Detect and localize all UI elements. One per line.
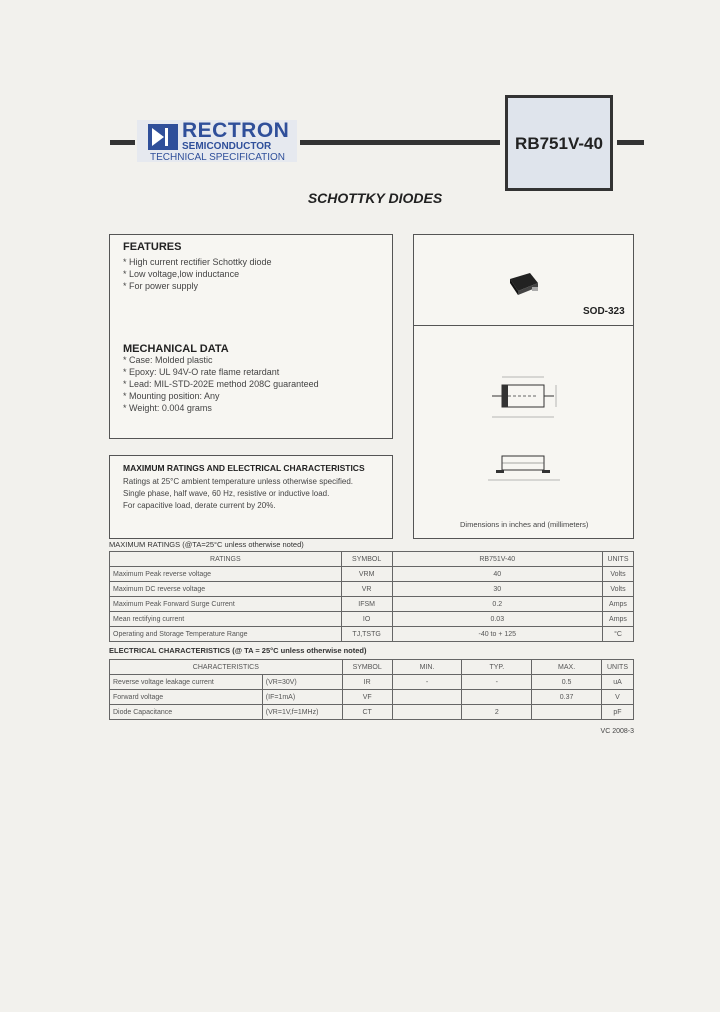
table-cell: 0.5 bbox=[532, 675, 602, 690]
outline-drawing-top bbox=[472, 375, 582, 440]
package-photo bbox=[506, 269, 542, 302]
document-title: SCHOTTKY DIODES bbox=[307, 190, 443, 206]
mechanical-heading: MECHANICAL DATA bbox=[123, 343, 229, 355]
table-row bbox=[110, 567, 634, 582]
table-cell: Maximum DC reverse voltage bbox=[110, 582, 342, 597]
column-header: MIN. bbox=[392, 660, 462, 675]
mechanical-item: * Epoxy: UL 94V-O rate flame retardant bbox=[123, 367, 280, 377]
ratings-note: Ratings at 25°C ambient temperature unless otherwise specified. bbox=[123, 477, 353, 486]
part-number-box bbox=[505, 95, 613, 191]
table-cell: Mean rectifying current bbox=[110, 612, 342, 627]
features-heading: FEATURES bbox=[123, 241, 182, 253]
ratings-note: Single phase, half wave, 60 Hz, resistive or inductive load. bbox=[123, 489, 330, 498]
table-cell: IR bbox=[342, 675, 392, 690]
table-cell: (IF=1mA) bbox=[262, 690, 342, 705]
table-cell: 2 bbox=[462, 705, 532, 720]
table-cell: uA bbox=[601, 675, 633, 690]
table-cell: Amps bbox=[602, 612, 633, 627]
table-row bbox=[110, 705, 634, 720]
column-header: TYP. bbox=[462, 660, 532, 675]
table-row bbox=[110, 582, 634, 597]
table-cell: Diode Capacitance bbox=[110, 705, 263, 720]
table-cell bbox=[462, 690, 532, 705]
brand-name: RECTRON bbox=[182, 119, 290, 142]
table-cell: (VR=30V) bbox=[262, 675, 342, 690]
table-cell: Volts bbox=[602, 567, 633, 582]
table-cell: V bbox=[601, 690, 633, 705]
table-row bbox=[110, 690, 634, 705]
table-cell: Volts bbox=[602, 582, 633, 597]
mechanical-item: * Weight: 0.004 grams bbox=[123, 403, 212, 413]
table-row bbox=[110, 612, 634, 627]
table-cell: Amps bbox=[602, 597, 633, 612]
table-cell: 0.2 bbox=[392, 597, 602, 612]
column-header: RB751V-40 bbox=[392, 552, 602, 567]
table-cell: Maximum Peak Forward Surge Current bbox=[110, 597, 342, 612]
feature-item: * High current rectifier Schottky diode bbox=[123, 257, 272, 267]
electrical-table bbox=[109, 659, 634, 720]
table-cell: Reverse voltage leakage current bbox=[110, 675, 263, 690]
table-header-row bbox=[110, 552, 634, 567]
table-cell bbox=[532, 705, 602, 720]
table-cell: IFSM bbox=[341, 597, 392, 612]
table-cell bbox=[392, 705, 462, 720]
mechanical-item: * Case: Molded plastic bbox=[123, 355, 213, 365]
part-number: RB751V-40 bbox=[515, 134, 603, 153]
table-row bbox=[110, 627, 634, 642]
package-box bbox=[413, 234, 634, 539]
table-header-row bbox=[110, 660, 634, 675]
ratings-heading: MAXIMUM RATINGS AND ELECTRICAL CHARACTERISTICS bbox=[123, 463, 365, 473]
table-row bbox=[110, 675, 634, 690]
feature-item: * Low voltage,low inductance bbox=[123, 269, 240, 279]
mechanical-item: * Mounting position: Any bbox=[123, 391, 220, 401]
feature-item: * For power supply bbox=[123, 281, 199, 291]
column-header: MAX. bbox=[532, 660, 602, 675]
table-cell: °C bbox=[602, 627, 633, 642]
table-cell bbox=[392, 690, 462, 705]
package-label: SOD-323 bbox=[583, 306, 625, 317]
table-cell: (VR=1V,f=1MHz) bbox=[262, 705, 342, 720]
header-rule-right bbox=[617, 140, 644, 145]
package-divider bbox=[414, 325, 633, 326]
electrical-caption: ELECTRICAL CHARACTERISTICS (@ TA = 25°C unless otherwise noted) bbox=[109, 646, 367, 655]
table-cell: -40 to + 125 bbox=[392, 627, 602, 642]
ratings-notes-box bbox=[109, 455, 393, 539]
column-header: RATINGS bbox=[110, 552, 342, 567]
technical-specification-label: TECHNICAL SPECIFICATION bbox=[150, 152, 286, 163]
table-cell: 0.03 bbox=[392, 612, 602, 627]
table-cell: VR bbox=[341, 582, 392, 597]
table-cell: CT bbox=[342, 705, 392, 720]
column-header: UNITS bbox=[602, 552, 633, 567]
table-row bbox=[110, 597, 634, 612]
ratings-note: For capacitive load, derate current by 20%. bbox=[123, 501, 276, 510]
column-header: SYMBOL bbox=[342, 660, 392, 675]
rectron-logo-icon bbox=[148, 124, 178, 150]
mechanical-item: * Lead: MIL-STD-202E method 208C guaranteed bbox=[123, 379, 319, 389]
max-ratings-caption: MAXIMUM RATINGS (@TA=25°C unless otherwise noted) bbox=[109, 540, 304, 549]
table-cell: 40 bbox=[392, 567, 602, 582]
table-cell: Forward voltage bbox=[110, 690, 263, 705]
table-cell: IO bbox=[341, 612, 392, 627]
outline-drawing-side bbox=[472, 450, 582, 495]
dimension-note: Dimensions in inches and (millimeters) bbox=[460, 520, 589, 529]
column-header: SYMBOL bbox=[341, 552, 392, 567]
table-cell: 0.37 bbox=[532, 690, 602, 705]
header-rule-middle bbox=[300, 140, 500, 145]
max-ratings-table bbox=[109, 551, 634, 642]
table-cell: Operating and Storage Temperature Range bbox=[110, 627, 342, 642]
column-header: CHARACTERISTICS bbox=[110, 660, 343, 675]
column-header: UNITS bbox=[601, 660, 633, 675]
table-cell: - bbox=[392, 675, 462, 690]
table-cell: VRM bbox=[341, 567, 392, 582]
table-cell: VF bbox=[342, 690, 392, 705]
table-cell: Maximum Peak reverse voltage bbox=[110, 567, 342, 582]
table-cell: 30 bbox=[392, 582, 602, 597]
table-cell: TJ,TSTG bbox=[341, 627, 392, 642]
header-rule-left bbox=[110, 140, 135, 145]
table-cell: - bbox=[462, 675, 532, 690]
table-cell: pF bbox=[601, 705, 633, 720]
features-box bbox=[109, 234, 393, 439]
brand-subtitle: SEMICONDUCTOR bbox=[182, 141, 272, 152]
revision-code: VC 2008-3 bbox=[600, 728, 634, 735]
